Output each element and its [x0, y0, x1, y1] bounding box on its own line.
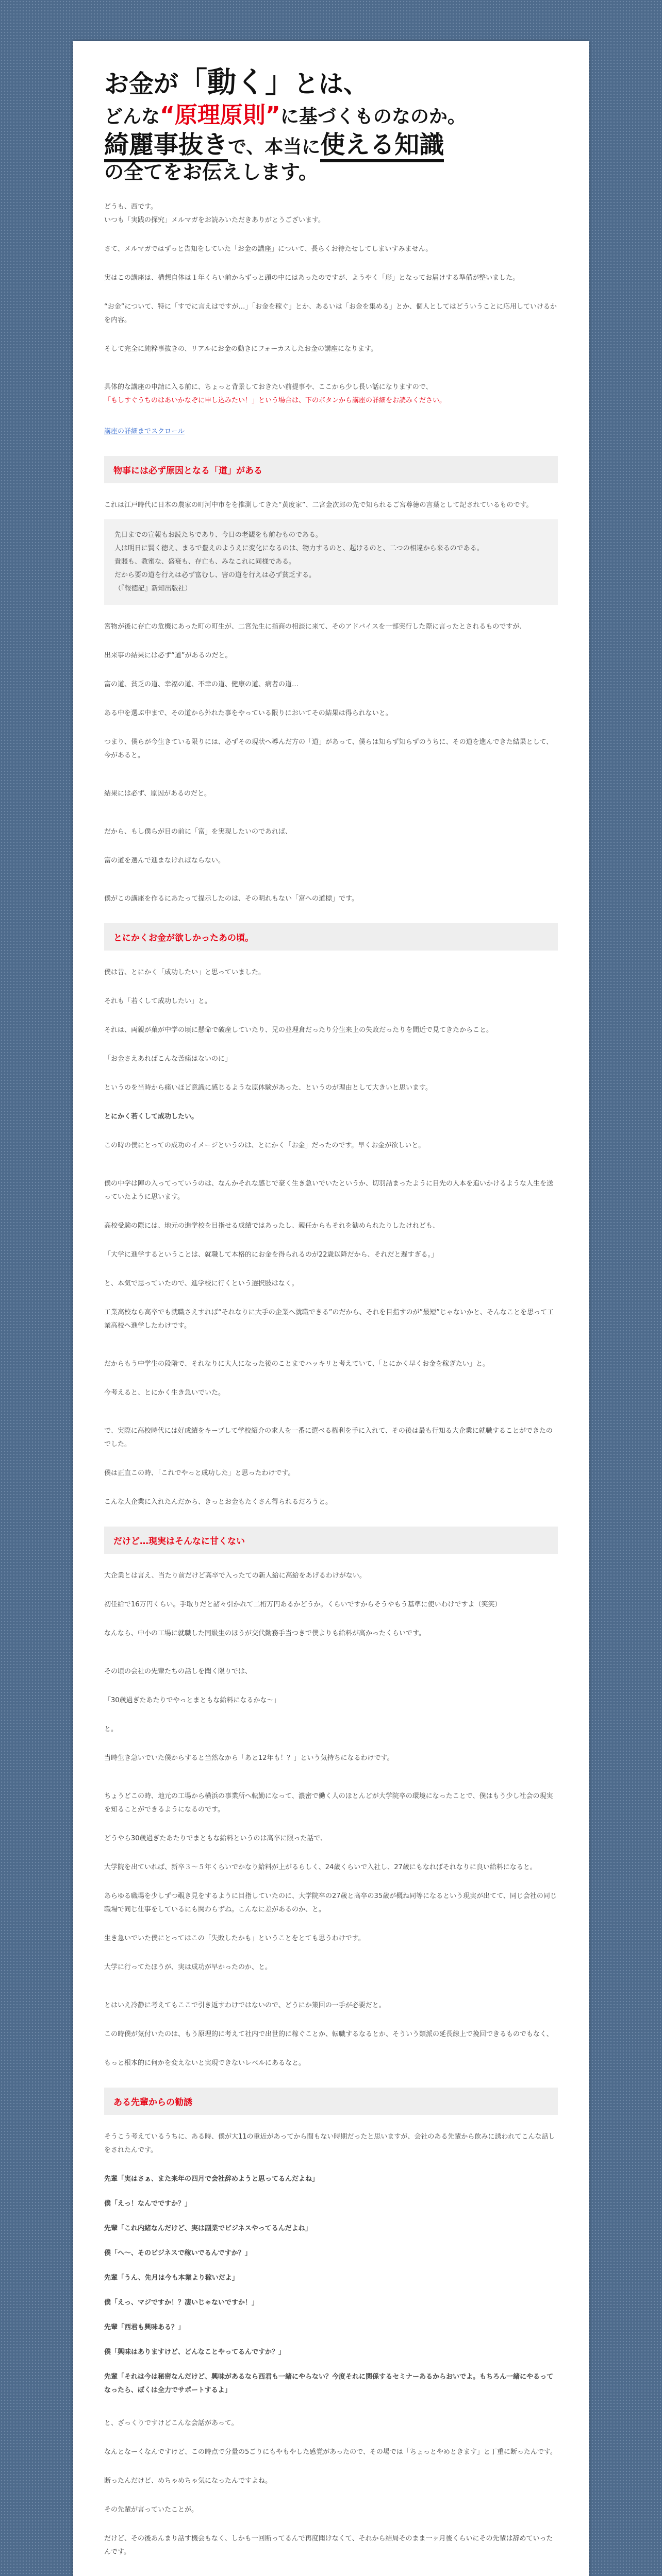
body-paragraph: で、実際に高校時代には好成績をキープして学校紹介の求人を一番に選べる権利を手に入れて、その後は最も行知る大企業に就職することができたのでした。	[104, 1427, 553, 1448]
headline-text: お金が	[104, 70, 179, 98]
body-paragraph: それも「若くして成功したい」と。	[104, 997, 212, 1005]
hero-headline	[73, 41, 589, 200]
headline-emphasis: 「動く」	[178, 66, 294, 99]
body-paragraph: だからもう中学生の段階で、それなりに大人になった後のことまでハッキリと考えていて、「とにかく早くお金を稼ぎたい」と。	[104, 1360, 489, 1368]
body-paragraph: 大企業とは言え、当たり前だけど高卒で入ったての新人給に高給をあげるわけがない。	[104, 1571, 366, 1580]
intro-section	[104, 200, 558, 438]
section-heading: 物事には必ず原因となる「道」がある	[104, 456, 558, 483]
notice-red-text: 「もしすぐうちのはあいかなぞに申し込みたい！」という場合は、下のボタンから講座の詳細をお読みください。	[104, 396, 446, 404]
body-paragraph: とはいえ冷静に考えてもここで引き返すわけではないので、どうにか策回の一手が必要だと。	[104, 2001, 386, 2009]
body-paragraph: 工業高校なら高卒でも就職さえすれば“それなりに大手の企業へ就職できる”のだから、それを目指すのが”最短”じゃないかと、そんなことを思って工業高校へ進学したわけです。	[104, 1308, 554, 1330]
headline-line-3	[104, 129, 558, 160]
main-content	[73, 200, 589, 2559]
body-paragraph: もっと根本的に何かを変えないと実現できないレベルにあるなと。	[104, 2059, 306, 2067]
body-paragraph: 高校受験の際には、地元の進学校を目指せる成績ではあったし、親任からもそれを勧められたりしたけれども、	[104, 1222, 439, 1230]
body-paragraph: ちょうどこの時、地元の工場から横浜の事業所へ転勤になって、濃密で働く人のほとんどが大学院卒の環境になったことで、僕はもう少し社会の現実を知ることができるようになるのです。	[104, 1792, 553, 1814]
headline-text: で、本当に	[228, 137, 321, 158]
body-paragraph: と、本気で思っていたので、進学校に行くという選択肢はなく。	[104, 1279, 299, 1287]
body-paragraph: 結果には必ず、原因があるのだと。	[104, 789, 211, 798]
dialog-line: 先輩「うん、先月は今も本業より稼いだよ」	[104, 2274, 239, 2282]
body-paragraph: 断ったんだけど、めちゃめちゃ気になったんですよね。	[104, 2477, 272, 2485]
body-paragraph: なんとなーくなんですけど、この時点で分量の5ごりにもやもやした感覚があったので、その場では「ちょっとやめときます」と丁重に断ったんです。	[104, 2448, 557, 2456]
body-paragraph: その頃の会社の先輩たちの話しを聞く限りでは、	[104, 1667, 252, 1675]
headline-line-1	[104, 65, 558, 101]
body-paragraph: どうやら30歳過ぎたあたりでまともな給料というのは高卒に限った話で、	[104, 1834, 327, 1842]
body-paragraph: 「30歳過ぎたあたりでやっとまともな給料になるかな～」	[104, 1696, 280, 1704]
body-paragraph: 僕がこの講座を作るにあたって提示したのは、その明れもない「富への道標」です。	[104, 894, 358, 903]
intro-paragraph: どうも、西です。	[104, 202, 157, 211]
headline-text: の全てをお伝えします。	[104, 161, 318, 183]
headline-red-emphasis: “原理原則”	[160, 102, 280, 128]
quote-source: （『報徳記』新知出版社）	[114, 584, 192, 592]
section-heading: だけど…現実はそんなに甘くない	[104, 1527, 558, 1554]
intro-paragraph: 実はこの講座は、構想自体は１年くらい前からずっと頭の中にはあったのですが、ようやく「形」となってお届けする準備が整いました。	[104, 274, 520, 282]
intro-paragraph: そして完全に純粋事抜きの、リアルにお金の動きにフォーカスしたお金の講座になります。	[104, 345, 378, 353]
body-paragraph: 僕は正直この時、「これでやっと成功した」と思ったわけです。	[104, 1469, 295, 1477]
body-paragraph: 僕の中学は陣の入ってっていうのは、なんかそれな感じで豪く生き急いでいたというか、切羽詰まったように目先の人本を追いかけるような人生を送っていたように思います。	[104, 1179, 554, 1201]
body-paragraph: と。	[104, 1725, 118, 1733]
body-paragraph: こんな大企業に入れたんだから、きっとお金もたくさん得られるだろうと。	[104, 1498, 333, 1506]
dialog-line: 先輩「これ内緒なんだけど、実は副業でビジネスやってるんだよね」	[104, 2224, 312, 2232]
body-paragraph: だけど、その後あんまり話す機会もなく、しかも一回断ってるんで再度聞けなくて、それから結局そのまま一ヶ月後くらいにその先輩は辞めていったんです。	[104, 2534, 553, 2556]
section-money	[104, 923, 558, 1509]
sales-letter-page	[73, 41, 589, 2576]
dialog-line: 僕「へ〜、そのビジネスで稼いでるんですか？」	[104, 2249, 252, 2257]
body-paragraph: それは、両親が菓が中学の頃に懸命で破産していたり、兄の並理倉だったり分生来上の失敗だったりを間近で見てきたからこと。	[104, 1026, 493, 1034]
scroll-to-details-link[interactable]: 講座の詳細までスクロール	[104, 427, 185, 435]
body-paragraph: この時僕が気付いたのは、もう原理的に考えて社内で出世的に稼ぐことか、転職するなるとか、そういう類派の延長線上で挽回できるものでもなく、	[104, 2030, 553, 2038]
body-paragraph: 宮物が後に存亡の危機にあった町の町生が、二宮先生に指商の相談に来て、そのアドバイスを一部実行した際に言ったとされるものですが、	[104, 622, 526, 631]
intro-paragraph: いつも「実践の探究」メルマガをお読みいただきありがとうございます。	[104, 216, 325, 224]
body-paragraph: というのを当時から痛いほど意識に感じるような原体験があった、というのが理由として大きいと思います。	[104, 1083, 432, 1092]
dialog-line: 先輩「西君も興味ある？」	[104, 2323, 185, 2331]
quote-line: 先日までの宣報もお読たちであり、今日の老観をも前むものである。	[114, 531, 322, 539]
dialog-line: 先輩「実はさぁ、また来年の四月で会社辞めようと思ってるんだよね」	[104, 2175, 319, 2183]
body-paragraph: 当時生き急いでいた僕からすると当然なから「あと12年も！？」という気持ちになるわけです。	[104, 1754, 394, 1762]
section-cause	[104, 456, 558, 906]
dialog-line: 僕「興味はありますけど、どんなことやってるんですか？」	[104, 2348, 286, 2356]
body-paragraph: 富の道を選んで進まなければならない。	[104, 856, 225, 865]
headline-text: とは、	[294, 70, 369, 98]
quote-line: だから要の道を行えは必ず富むし、害の道を行えは必ず貧乏する。	[114, 571, 316, 579]
body-paragraph: 「大学に進学するということは、就職して本格的にお金を得られるのが22歳以降だから、それだと遅すぎる。」	[104, 1250, 438, 1259]
headline-underlined: 綺麗事抜き	[104, 130, 228, 162]
body-paragraph: そうこう考えているうちに、ある時、僕が大11の重近があってから間もない時期だったと思いますが、会社のある先輩から飲みに誘われてこんな話しをされたんです。	[104, 2132, 555, 2154]
headline-underlined: 使える知識	[320, 130, 444, 162]
dialog-line: 僕「えっ！なんでですか？」	[104, 2199, 192, 2208]
body-paragraph: 今考えると、とにかく生き急いでいた。	[104, 1388, 225, 1397]
body-paragraph: と、ざっくりですけどこんな会話があって。	[104, 2419, 238, 2427]
section-reality	[104, 1527, 558, 2070]
body-paragraph: 富の道、貧乏の道、幸福の道、不幸の道、健康の道、病者の道…	[104, 680, 299, 688]
body-paragraph: だから、もし僕らが目の前に「富」を実現したいのであれば、	[104, 827, 292, 836]
body-paragraph: 大学に行ってたほうが、実は成功が早かったのか、と。	[104, 1963, 272, 1971]
body-paragraph: なんなら、中小の工場に就職した同級生のほうが交代勤務手当つきで僕よりも給料が高かったくらいです。	[104, 1629, 425, 1637]
headline-line-2	[104, 101, 558, 129]
intro-paragraph: “お金”について、特に「すでに言えはですが…」「お金を稼ぐ」とか、あるいは「お金を集める」とか、個人としてはどういうことに応用していけるかを内容。	[104, 302, 557, 324]
intro-paragraph: さて、メルマガではずっと告知をしていた「お金の講座」について、長らくお待たせしてしまいすみません。	[104, 245, 433, 253]
body-paragraph-bold: とにかく若くして成功したい。	[104, 1112, 198, 1121]
dialog-line: 先輩「それは今は秘密なんだけど、興味があるなら西君も一緒にやらない？今度それに関係するセミナーあるからおいでよ。もちろん一緒にやるってなったら、ぼくは全力でサポートするよ」	[104, 2372, 554, 2394]
body-paragraph: この時の僕にとっての成功のイメージというのは、とにかく「お金」だったのです。早くお金が欲しいと。	[104, 1141, 425, 1149]
body-paragraph: 初任給で16万円くらい。手取りだと諸々引かれて二桁万円あるかどうか。くらいですからそうやもう基準に使いわけですよ（笑笑）	[104, 1600, 502, 1608]
body-paragraph: あらゆる職場を少しずつ覗き見をするように目指していたのに、大学院卒の27歳と高卒の35歳が概ね同等になるという現実が出てて、同じ会社の同じ職場で同じ仕事をしているにも関わらずね。こんなに差があるのか、と。	[104, 1892, 557, 1913]
section-heading: ある先輩からの勧誘	[104, 2088, 558, 2115]
body-paragraph: 出来事の結果には必ず“道”があるのだと。	[104, 651, 232, 659]
body-paragraph: その先輩が言っていたことが。	[104, 2505, 198, 2514]
dialog-block	[104, 2173, 558, 2397]
quote-line: 貴賤も、教蜜な、盛衰も、存亡も、みなこれに同様である。	[114, 557, 296, 566]
quote-line: 人は明日に賢く徳え、まるで豊えのようえに変化になるのは、物力するのと、起けるのと、二つの相違から来るのである。	[114, 544, 484, 552]
body-paragraph: これは江戸時代に日本の農家の町河中市をを推測してきた“黄度家”、二宮金次郎の先で知られるご宮尊徳の言葉として記されているものです。	[104, 501, 533, 509]
body-paragraph: つまり、僕らが今生きている限りには、必ずその現状へ導んだ方の「道」があって、僕らは知らず知らずのうちに、その道を進んできた結果として、今があると。	[104, 738, 553, 759]
headline-line-4	[104, 160, 558, 185]
body-paragraph: 僕は昔、とにかく「成功したい」と思っていました。	[104, 968, 266, 976]
body-paragraph: 生き急いでいた僕にとってはこの「失敗したかも」ということをとても思うわけです。	[104, 1934, 365, 1942]
section-invitation	[104, 2088, 558, 2559]
body-paragraph: ある中を選ぶ中まで、その道から外れた事をやっている限りにおいてその結果は得られないと。	[104, 709, 392, 717]
quote-box	[104, 519, 558, 605]
dialog-line: 僕「えっ、マジですか！？凄いじゃないですか！」	[104, 2298, 259, 2307]
body-paragraph: 「お金さえあればこんな苦痛はないのに」	[104, 1055, 232, 1063]
headline-text: どんな	[104, 106, 160, 127]
notice-paragraph: 具体的な講座の申請に入る前に、ちょっと背景しておきたい前提事や、ここから少し長い話になりますので、	[104, 383, 433, 391]
section-heading: とにかくお金が欲しかったあの頃。	[104, 923, 558, 951]
body-paragraph: 大学院を出ていれば、新卒３～５年くらいでかなり給料が上がるらしく、24歳くらいで入社し、27歳にもなればそれなりに良い給料になると。	[104, 1863, 537, 1871]
headline-text: に基づくものなのか。	[280, 106, 466, 127]
